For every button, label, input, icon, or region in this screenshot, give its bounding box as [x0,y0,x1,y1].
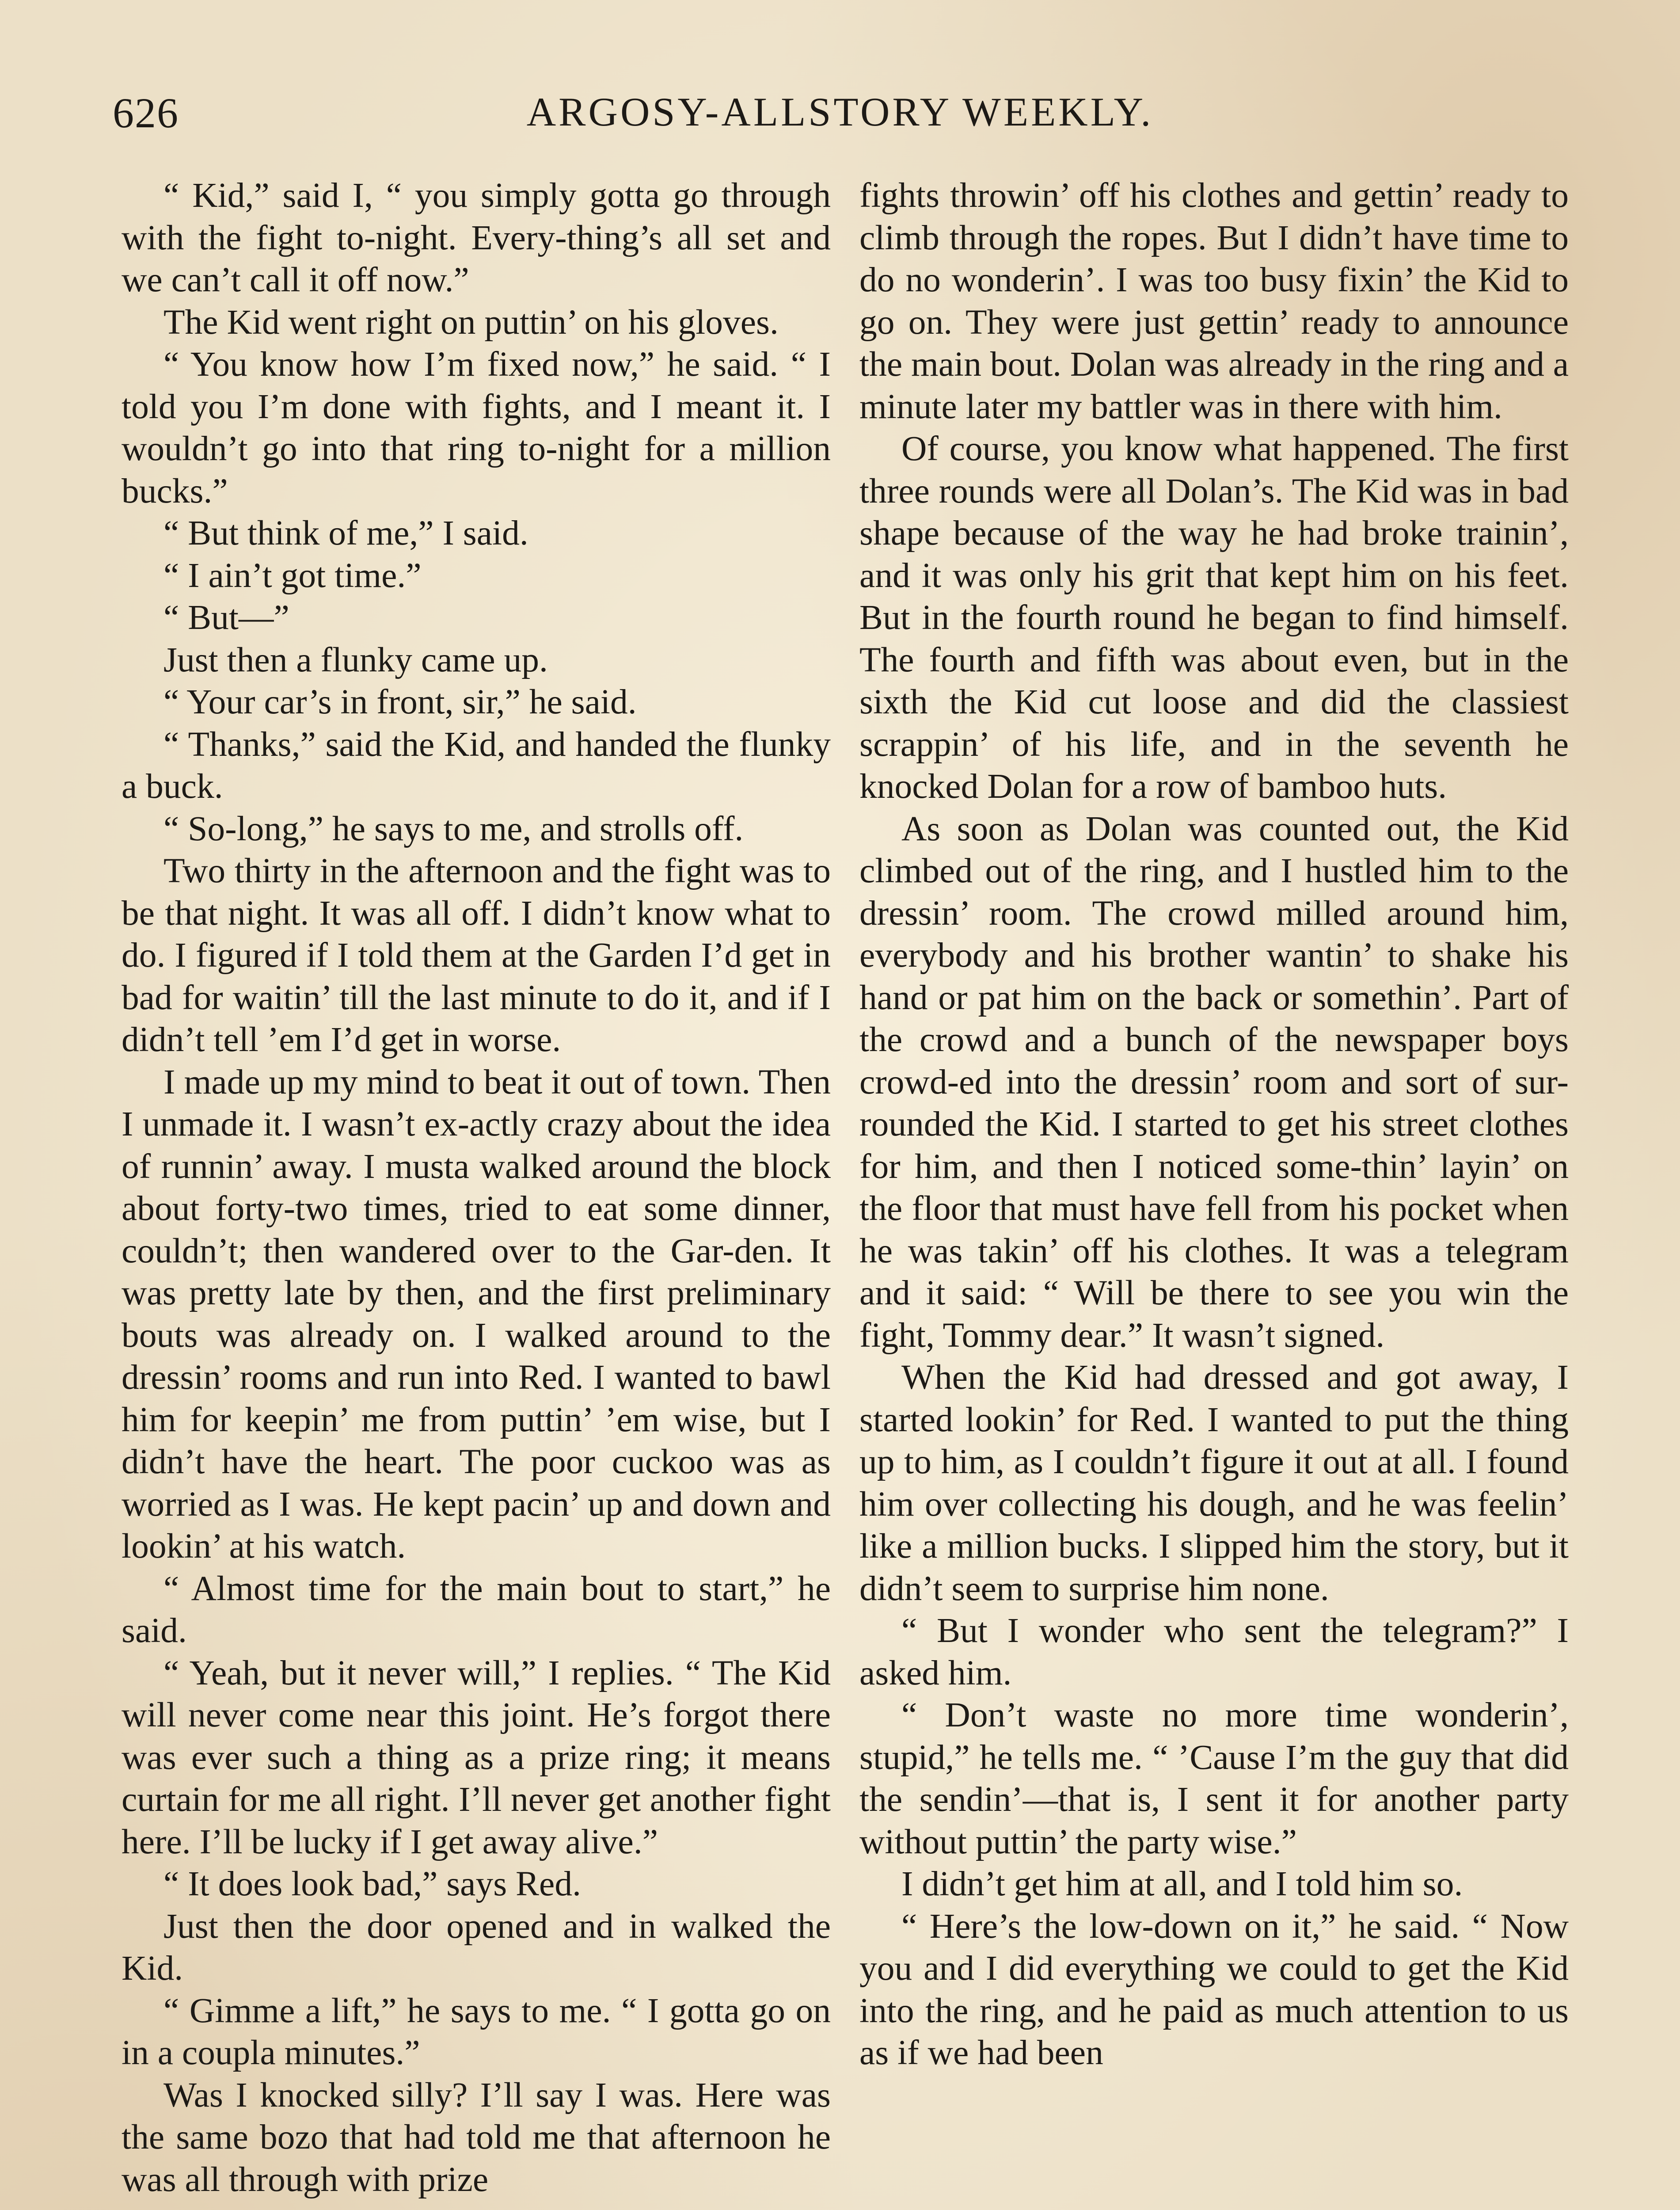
paragraph: “ Kid,” said I, “ you simply gotta go through with the fight to-night. Every-thing’s all set and we can’t call it off now.” [122,176,831,299]
paragraph: Of course, you know what happened. The first three rounds were all Dolan’s. The Kid was in bad shape because of the way he had broke trainin’, and it was only his grit that kept him on his feet. But in the fourth round he began to find himself. The fourth and fifth was about even, but in the sixth the Kid cut loose and did the classiest scrappin’ of his life, and in the seventh he knocked Dolan for a row of bamboo huts. [859,429,1569,806]
running-head: ARGOSY-ALLSTORY WEEKLY. [526,89,1154,134]
page-header [0,88,1680,141]
paragraph: As soon as Dolan was counted out, the Kid climbed out of the ring, and I hustled him to the dressin’ room. The crowd milled around him, everybody and his brother wantin’ to shake his hand or pat him on the back or somethin’. Part of the crowd and a bunch of the newspaper boys crowd-ed into the dressin’ room and sort of sur-rounded the Kid. I started to get his street clothes for him, and then I noticed some-thin’ layin’ on the floor that must have fell from his pocket when he was takin’ off his clothes. It was a telegram and it said: “ Will be there to see you win the fight, Tommy dear.” It wasn’t signed. [859,809,1569,1355]
paragraph: “ Almost time for the main bout to start,” he said. [122,1569,831,1650]
paragraph: Just then the door opened and in walked the Kid. [122,1906,831,1988]
paragraph: “ Your car’s in front, sir,” he said. [163,682,637,721]
paragraph: “ But—” [163,598,289,637]
paragraph: “ You know how I’m fixed now,” he said. “ I told you I’m done with fights, and I meant it. I wouldn’t go into that ring to-night for a million bucks.” [122,345,831,511]
paragraph: I didn’t get him at all, and I told him so. [901,1864,1463,1903]
paragraph: “ Don’t waste no more time wonderin’, stupid,” he tells me. “ ’Cause I’m the guy that did the sendin’—that is, I sent it for another party without puttin’ the party wise.” [859,1696,1569,1861]
paragraph: When the Kid had dressed and got away, I started lookin’ for Red. I wanted to put the thing up to him, as I couldn’t figure it out at all. I found him over collecting his dough, and he was feelin’ like a million bucks. I slipped him the story, but it didn’t seem to surprise him none. [859,1358,1569,1608]
paragraph: “ But think of me,” I said. [163,514,528,552]
paragraph: Was I knocked silly? I’ll say I was. Here was the same bozo that had told me that afternoon he was all through with prize [122,2075,831,2199]
page-number: 626 [113,89,179,137]
paragraph: “ I ain’t got time.” [163,556,422,595]
paragraph: “ But I wonder who sent the telegram?” I asked him. [859,1611,1569,1692]
left-column [122,175,831,2210]
paragraph: “ It does look bad,” says Red. [163,1864,581,1903]
right-column [859,175,1569,2210]
paragraph: I made up my mind to beat it out of town. Then I unmade it. I wasn’t ex-actly crazy about the idea of runnin’ away. I musta walked around the block about forty-two times, tried to eat some dinner, couldn’t; then wandered over to the Gar-den. It was pretty late by then, and the first preliminary bouts was already on. I walked around to the dressin’ rooms and run into Red. I wanted to bawl him for keepin’ me from puttin’ ’em wise, but I didn’t have the heart. The poor cuckoo was as worried as I was. He kept pacin’ up and down and lookin’ at his watch. [122,1062,831,1566]
paragraph: “ Gimme a lift,” he says to me. “ I gotta go on in a coupla minutes.” [122,1991,831,2072]
paragraph: Just then a flunky came up. [163,640,548,679]
paragraph: Two thirty in the afternoon and the fight was to be that night. It was all off. I didn’t know what to do. I figured if I told them at the Garden I’d get in bad for waitin’ till the last minute to do it, and if I didn’t tell ’em I’d get in worse. [122,851,831,1059]
paragraph: “ Here’s the low-down on it,” he said. “ Now you and I did everything we could to get the Kid into the ring, and he paid as much attention to us as if we had been [859,1906,1569,2072]
paragraph: “ Yeah, but it never will,” I replies. “ The Kid will never come near this joint. He’s forgot there was ever such a thing as a prize ring; it means curtain for me all right. I’ll never get another fight here. I’ll be lucky if I get away alive.” [122,1653,831,1861]
paragraph: “ Thanks,” said the Kid, and handed the flunky a buck. [122,724,831,806]
paragraph-continuation: fights throwin’ off his clothes and gettin’ ready to climb through the ropes. But I didn’t have time to do no wonderin’. I was too busy fixin’ the Kid to go on. They were just gettin’ ready to announce the main bout. Dolan was already in the ring and a minute later my battler was in there with him. [859,176,1569,426]
paragraph: “ So-long,” he says to me, and strolls off. [163,809,744,848]
paragraph: The Kid went right on puttin’ on his gloves. [163,302,779,342]
